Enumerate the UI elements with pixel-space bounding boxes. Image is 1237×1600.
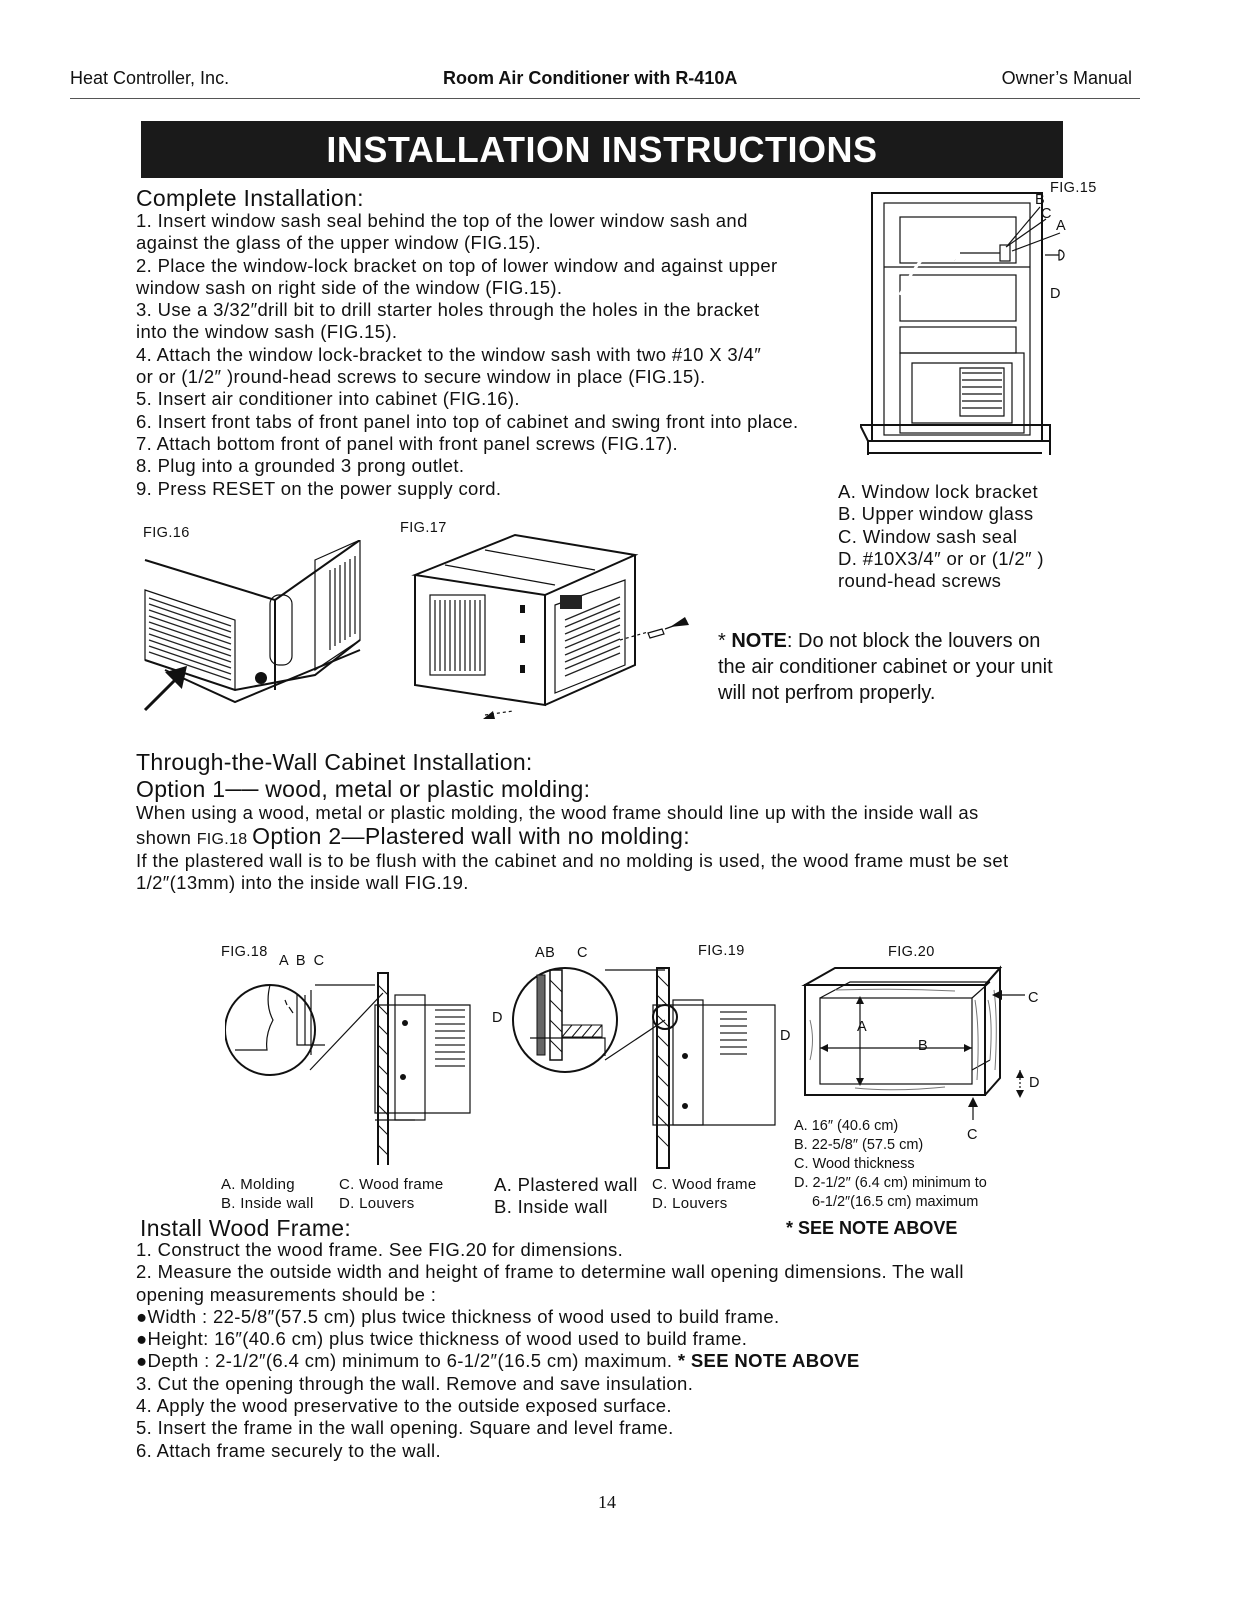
fig19-legend-col1 xyxy=(494,1174,638,1219)
depth-see-note: * SEE NOTE ABOVE xyxy=(677,1350,860,1372)
legend-item: C. Window sash seal xyxy=(838,525,1018,547)
fig15-label: FIG.15 xyxy=(1050,180,1097,196)
fig15-callout-d: D xyxy=(1050,286,1061,302)
see-note-above: * SEE NOTE ABOVE xyxy=(786,1218,958,1238)
fig17-label: FIG.17 xyxy=(400,520,447,536)
fig18-legend-col2 xyxy=(339,1175,444,1213)
option1-text-end: shown xyxy=(136,827,197,848)
legend-item: B. Inside wall xyxy=(494,1196,608,1218)
fig16-label: FIG.16 xyxy=(143,525,190,541)
option1-title: Option 1── wood, metal or plastic molding: xyxy=(136,776,591,802)
fig15-callout-c: C xyxy=(1041,206,1052,222)
legend-item: D. 2-1/2″ (6.4 cm) minimum to xyxy=(794,1175,987,1191)
header-company: Heat Controller, Inc. xyxy=(70,68,230,88)
page-number: 14 xyxy=(598,1492,616,1512)
fig20-label: FIG.20 xyxy=(888,944,935,960)
step-line: 3. Use a 3/32″drill bit to drill starter holes through the holes in the bracket xyxy=(136,299,760,321)
legend-item: A. Molding xyxy=(221,1176,295,1193)
option2-line xyxy=(136,823,690,850)
step-line: 8. Plug into a grounded 3 prong outlet. xyxy=(136,455,465,477)
legend-item: B. 22-5/8″ (57.5 cm) xyxy=(794,1137,924,1153)
fig19-label: FIG.19 xyxy=(698,943,745,959)
legend-item: B. Inside wall xyxy=(221,1195,314,1212)
legend-item: A. Plastered wall xyxy=(494,1174,638,1195)
legend-item: C. Wood thickness xyxy=(794,1156,915,1172)
fig19-legend-col2 xyxy=(652,1175,757,1213)
fig19-callout-d: D xyxy=(780,1028,791,1044)
step-line: against the glass of the upper window (FIG.15). xyxy=(136,232,542,254)
fig20-callout-c-top: C xyxy=(1028,990,1039,1006)
header-title: Room Air Conditioner with R-410A xyxy=(443,68,738,88)
fig20-callout-c-bottom: C xyxy=(967,1127,978,1143)
legend-item: D. Louvers xyxy=(652,1195,728,1212)
step-line: into the window sash (FIG.15). xyxy=(136,321,398,343)
header-manual: Owner’s Manual xyxy=(1001,68,1132,88)
complete-steps xyxy=(136,210,896,500)
note-star: * xyxy=(718,630,732,652)
note-text: : Do not block the louvers on xyxy=(786,630,1041,652)
fig18-callouts: A B C xyxy=(279,953,327,969)
option1-text: When using a wood, metal or plastic molding, the wood frame should line up with the inside wall as xyxy=(136,802,979,823)
fig19-callouts-ab: AB xyxy=(535,945,556,961)
step-line: 9. Press RESET on the power supply cord. xyxy=(136,477,502,499)
step-line: 4. Apply the wood preservative to the outside exposed surface. xyxy=(136,1395,672,1417)
step-line: 5. Insert the frame in the wall opening. Square and level frame. xyxy=(136,1417,674,1439)
step-line: ●Width : 22-5/8″(57.5 cm) plus twice thickness of wood used to build frame. xyxy=(136,1305,780,1327)
legend-item: B. Upper window glass xyxy=(838,503,1034,525)
fig18-callout-d: D xyxy=(492,1010,503,1026)
step-line-depth xyxy=(136,1350,1116,1372)
note-line-2: the air conditioner cabinet or your unit xyxy=(718,656,1053,678)
legend-item: D. #10X3/4″ or or (1/2″ ) xyxy=(838,547,1044,569)
frame-steps xyxy=(136,1239,1116,1462)
fig20-callout-b: B xyxy=(918,1038,929,1054)
fig18-molding-illustration xyxy=(225,965,505,1165)
fig15-callout-a: A xyxy=(1056,218,1067,234)
frame-title: Install Wood Frame: xyxy=(140,1215,352,1241)
option2-text-1: If the plastered wall is to be flush with the cabinet and no molding is used, the wood frame must be set xyxy=(136,850,1009,871)
option1-fig-ref: FIG.18 xyxy=(196,831,253,848)
legend-item: A. 16″ (40.6 cm) xyxy=(794,1118,899,1134)
wall-title: Through-the-Wall Cabinet Installation: xyxy=(136,749,533,775)
fig18-legend-col1 xyxy=(221,1175,314,1213)
fig19-callout-c: C xyxy=(577,945,588,961)
step-line: 6. Attach frame securely to the wall. xyxy=(136,1439,441,1461)
fig20-callout-a: A xyxy=(857,1019,868,1035)
depth-text: ●Depth : 2-1/2″(6.4 cm) minimum to 6-1/2″(16.5 cm) maximum. xyxy=(136,1350,678,1372)
note-line-1 xyxy=(718,628,1053,654)
fig20-legend xyxy=(794,1117,987,1212)
step-line: 1. Construct the wood frame. See FIG.20 for dimensions. xyxy=(136,1239,624,1260)
step-line: 6. Insert front tabs of front panel into top of cabinet and swing front into place. xyxy=(136,410,799,432)
note-bold: NOTE xyxy=(731,630,787,652)
fig16-cabinet-illustration xyxy=(135,540,365,720)
step-line: 2. Place the window-lock bracket on top of lower window and against upper xyxy=(136,254,778,276)
fig15-legend xyxy=(838,481,1044,592)
legend-item: round-head screws xyxy=(838,570,1002,592)
step-line: 7. Attach bottom front of panel with front panel screws (FIG.17). xyxy=(136,432,679,454)
option2-text-2: 1/2″(13mm) into the inside wall FIG.19. xyxy=(136,872,469,893)
header-rule xyxy=(70,98,1140,99)
step-line: 3. Cut the opening through the wall. Remove and save insulation. xyxy=(136,1372,694,1394)
step-line: 1. Insert window sash seal behind the top of the lower window sash and xyxy=(136,210,748,231)
fig19-plaster-illustration xyxy=(505,960,795,1170)
note-line-3: will not perfrom properly. xyxy=(718,682,936,704)
step-line: 2. Measure the outside width and height of frame to determine wall opening dimensions. The wall xyxy=(136,1261,964,1283)
legend-item: C. Wood frame xyxy=(652,1176,757,1193)
fig15-callout-b: B xyxy=(1035,192,1046,208)
complete-title: Complete Installation: xyxy=(136,185,364,211)
fig17-unit-illustration xyxy=(405,525,695,725)
legend-item: A. Window lock bracket xyxy=(838,481,1038,502)
step-line: or or (1/2″ )round-head screws to secure window in place (FIG.15). xyxy=(136,366,706,388)
note-block xyxy=(718,628,1053,706)
section-banner: INSTALLATION INSTRUCTIONS xyxy=(141,121,1063,178)
step-line: window sash on right side of the window (FIG.15). xyxy=(136,276,563,298)
legend-item: C. Wood frame xyxy=(339,1176,444,1193)
fig20-callout-d: D xyxy=(1029,1075,1040,1091)
legend-item: 6-1/2″(16.5 cm) maximum xyxy=(812,1194,979,1210)
step-line: 4. Attach the window lock-bracket to the window sash with two #10 X 3/4″ xyxy=(136,343,762,365)
legend-item: D. Louvers xyxy=(339,1195,415,1212)
step-line: opening measurements should be : xyxy=(136,1283,437,1305)
option2-title: Option 2—Plastered wall with no molding: xyxy=(252,823,690,849)
step-line: 5. Insert air conditioner into cabinet (FIG.16). xyxy=(136,388,520,410)
fig18-label: FIG.18 xyxy=(221,944,268,960)
step-line: ●Height: 16″(40.6 cm) plus twice thickness of wood used to build frame. xyxy=(136,1328,748,1350)
